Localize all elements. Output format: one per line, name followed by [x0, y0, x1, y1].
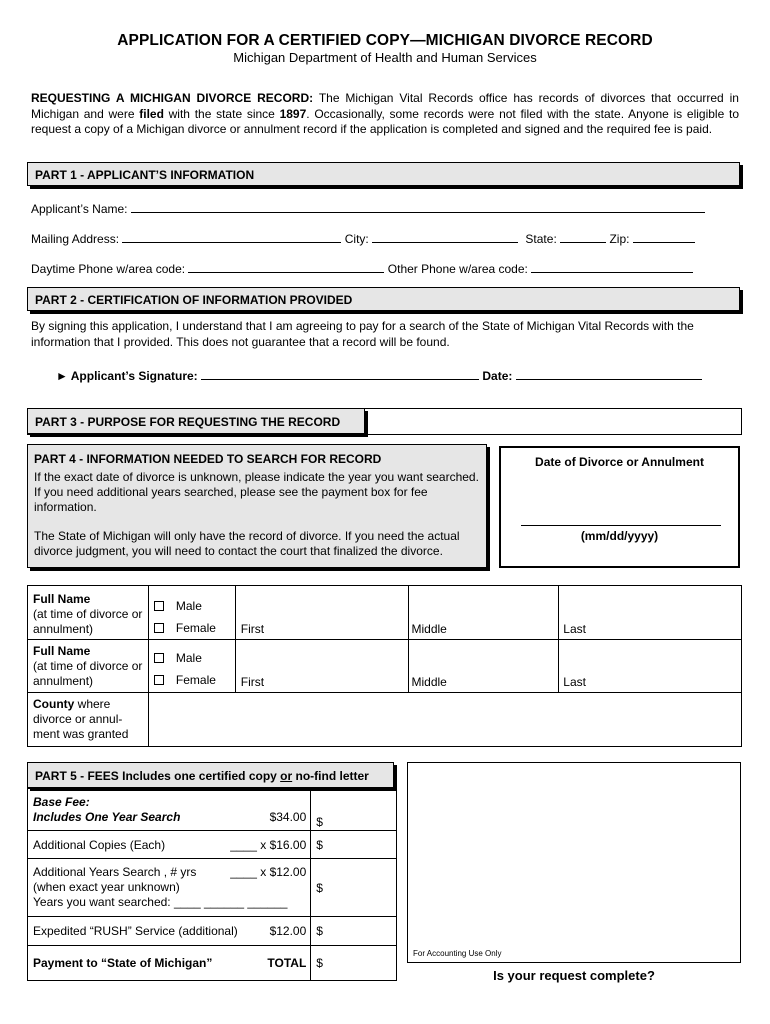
part4-box [27, 444, 487, 568]
full-name-label-rest: (at time of divorce or annulment) [33, 607, 143, 636]
male-option[interactable] [154, 595, 235, 617]
table-row [28, 859, 397, 917]
years-wanted-field[interactable]: Years you want searched: ____ ______ ______ [33, 895, 288, 909]
last-name-field[interactable] [559, 640, 742, 693]
accounting-box [407, 762, 741, 963]
state-field[interactable] [560, 230, 606, 243]
middle-name-field[interactable] [408, 640, 559, 693]
rush-cell [28, 917, 311, 946]
base-fee-sub-label: Includes One Year Search [33, 809, 181, 824]
signature-field[interactable] [201, 367, 479, 380]
names-table [27, 585, 742, 747]
sex-options [148, 586, 235, 640]
female-label: Female [175, 621, 216, 635]
divorce-date-format: (mm/dd/yyyy) [580, 529, 659, 543]
years-label: Additional Years Search , # yrs [33, 865, 197, 879]
total-field[interactable] [311, 946, 397, 981]
last-name-label: Last [563, 675, 586, 689]
copies-cell [28, 831, 311, 859]
applicant-name-field[interactable] [131, 200, 705, 213]
dollar-sign: $ [316, 924, 323, 938]
part3-heading-text: PART 3 - PURPOSE FOR REQUESTING THE RECORD [35, 415, 341, 429]
intro-year: 1897 [279, 106, 307, 121]
applicant-name-row [31, 200, 705, 216]
table-row [28, 789, 397, 831]
mailing-address-field[interactable] [122, 230, 341, 243]
male-checkbox[interactable] [154, 601, 164, 611]
full-name-label [28, 640, 149, 693]
part1-heading [27, 162, 740, 186]
city-field[interactable] [372, 230, 518, 243]
male-option[interactable] [154, 647, 235, 669]
years-amount[interactable]: ____ x $12.00 [230, 865, 307, 879]
first-name-label: First [240, 675, 265, 689]
daytime-phone-label: Daytime Phone w/area code: [31, 262, 186, 276]
dollar-sign: $ [316, 880, 323, 895]
intro-paragraph [31, 91, 739, 138]
zip-label: Zip: [609, 232, 630, 246]
phone-row [31, 260, 693, 276]
zip-field[interactable] [633, 230, 695, 243]
signature-label: ► Applicant’s Signature: [56, 369, 198, 383]
part3-heading [27, 408, 365, 434]
full-name-label-rest: (at time of divorce or annulment) [33, 659, 143, 688]
copies-total-field[interactable] [311, 831, 397, 859]
rush-amount: $12.00 [269, 924, 307, 938]
part1-heading-text: PART 1 - APPLICANT’S INFORMATION [35, 168, 255, 182]
state-label: State: [525, 232, 557, 246]
female-checkbox[interactable] [154, 675, 164, 685]
county-field[interactable] [148, 693, 741, 747]
divorce-date-box [499, 446, 740, 568]
accounting-label: For Accounting Use Only [413, 949, 502, 958]
first-name-label: First [240, 622, 265, 636]
last-name-field[interactable] [559, 586, 742, 640]
county-label-bold: County [33, 697, 75, 711]
form-title: APPLICATION FOR A CERTIFIED COPY—MICHIGAN DIVORCE RECORD [117, 32, 653, 49]
part5-heading-post: no-find letter [292, 769, 369, 783]
rush-label: Expedited “RUSH” Service (additional) [33, 924, 238, 938]
male-label: Male [175, 599, 202, 613]
other-phone-label: Other Phone w/area code: [387, 262, 528, 276]
table-row [28, 640, 742, 693]
dollar-sign: $ [316, 956, 323, 970]
signature-row [56, 367, 702, 383]
middle-name-field[interactable] [408, 586, 559, 640]
divorce-date-heading: Date of Divorce or Annulment [535, 455, 704, 469]
part4-heading: PART 4 - INFORMATION NEEDED TO SEARCH FOR RECORD [34, 452, 382, 466]
intro-text-2: with the state since [163, 106, 280, 121]
form-subtitle: Michigan Department of Health and Human Services [233, 50, 537, 65]
years-total-field[interactable] [311, 859, 397, 917]
male-checkbox[interactable] [154, 653, 164, 663]
table-row [28, 693, 742, 747]
part2-heading-text: PART 2 - CERTIFICATION OF INFORMATION PROVIDED [35, 293, 353, 307]
daytime-phone-field[interactable] [188, 260, 384, 273]
middle-name-label: Middle [411, 622, 447, 636]
base-fee-label: Base Fee: [33, 794, 90, 809]
female-checkbox[interactable] [154, 623, 164, 633]
male-label: Male [175, 651, 202, 665]
fees-table [27, 788, 397, 981]
intro-text-3: . Occasionally, some records were not filed with the state. Anyone is eligible to request a copy of a Michigan divorce or annulment record if the application is completed and signed and the required fee is paid. [31, 106, 739, 136]
first-name-field[interactable] [235, 640, 408, 693]
female-label: Female [175, 673, 216, 687]
signature-date-label: Date: [482, 369, 513, 383]
intro-text-1: The Michigan Vital Records office has records of divorces that occurred in Michigan and were [31, 91, 739, 121]
mailing-address-label: Mailing Address: [31, 232, 120, 246]
total-cell [28, 946, 311, 981]
part2-heading [27, 287, 740, 311]
base-fee-amount: $34.00 [269, 809, 307, 824]
female-option[interactable] [154, 617, 235, 639]
copies-label: Additional Copies (Each) [33, 837, 166, 852]
table-row [28, 586, 742, 640]
years-sub-label: (when exact year unknown) [33, 880, 180, 894]
first-name-field[interactable] [235, 586, 408, 640]
full-name-label-bold: Full Name [33, 644, 91, 658]
part2-certification-text: By signing this application, I understand that I am agreeing to pay for a search of the State of Michigan Vital Records with the information that I provided. This does not guarantee that a record will be found. [31, 319, 694, 349]
total-label: TOTAL [267, 956, 307, 970]
applicant-name-label: Applicant’s Name: [31, 202, 128, 216]
intro-lead: REQUESTING A MICHIGAN DIVORCE RECORD: [31, 91, 314, 105]
intro-filed: filed [139, 106, 164, 121]
part5-heading [27, 762, 394, 788]
county-label [28, 693, 149, 747]
rush-total-field[interactable] [311, 917, 397, 946]
part5-heading-pre: PART 5 - FEES Includes one certified copy [35, 769, 281, 783]
table-row [28, 946, 397, 981]
divorce-date-field[interactable] [521, 525, 721, 526]
sex-options [148, 640, 235, 693]
dollar-sign: $ [316, 815, 323, 829]
mailing-address-row [31, 230, 695, 246]
payment-label: Payment to “State of Michigan” [33, 956, 213, 970]
city-label: City: [344, 232, 369, 246]
county-label-rest: where divorce or annul- ment was granted [33, 697, 129, 741]
part5-heading-or: or [280, 769, 293, 783]
signature-date-field[interactable] [516, 367, 702, 380]
base-fee-cell [28, 789, 311, 831]
female-option[interactable] [154, 669, 235, 691]
table-row [28, 917, 397, 946]
dollar-sign: $ [316, 837, 323, 852]
middle-name-label: Middle [411, 675, 447, 689]
full-name-label-bold: Full Name [33, 592, 91, 606]
years-cell [28, 859, 311, 917]
part4-text-1: If the exact date of divorce is unknown, please indicate the year you want searched. If you need additional years searched, please see the payment box for fee information. [34, 470, 479, 514]
other-phone-field[interactable] [531, 260, 693, 273]
copies-amount[interactable]: ____ x $16.00 [230, 837, 307, 852]
table-row [28, 831, 397, 859]
part4-text-2: The State of Michigan will only have the record of divorce. If you need the actual divorce judgment, you will need to contact the court that finalized the divorce. [34, 529, 460, 558]
base-fee-total-field[interactable] [311, 789, 397, 831]
last-name-label: Last [563, 622, 586, 636]
full-name-label [28, 586, 149, 640]
completion-question: Is your request complete? [493, 968, 655, 983]
